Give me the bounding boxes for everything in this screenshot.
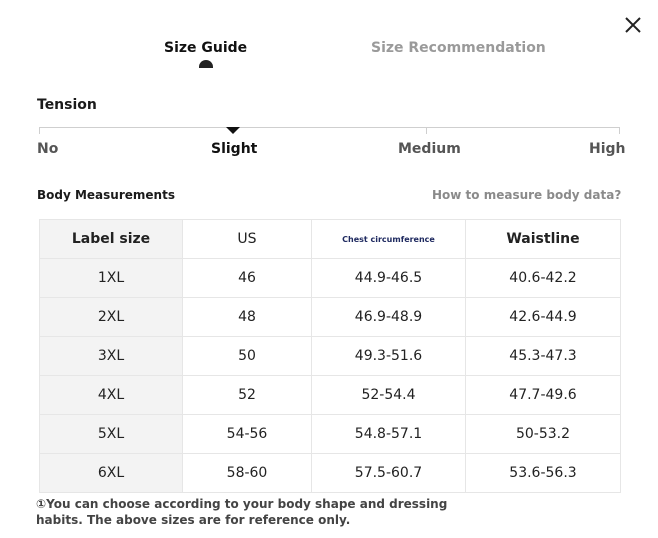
cell-chest: 57.5-60.7 [312,454,466,493]
how-to-measure-link[interactable]: How to measure body data? [432,188,622,202]
close-button[interactable] [622,14,644,36]
header-chest: Chest circumference [312,220,466,259]
cell-chest: 52-54.4 [312,376,466,415]
reference-note: ①You can choose according to your body shape and dressing habits. The above sizes are for reference only. [36,497,448,527]
tension-tick [619,127,620,134]
tension-level-no[interactable]: No [37,141,59,157]
cell-chest: 54.8-57.1 [312,415,466,454]
tab-size-recommendation[interactable]: Size Recommendation [371,40,546,56]
cell-waistline: 53.6-56.3 [466,454,621,493]
cell-label-size: 1XL [40,259,183,298]
cell-chest: 46.9-48.9 [312,298,466,337]
header-waistline: Waistline [466,220,621,259]
cell-us: 54-56 [183,415,312,454]
cell-label-size: 3XL [40,337,183,376]
tab-size-guide[interactable]: Size Guide [164,40,248,56]
cell-chest: 44.9-46.5 [312,259,466,298]
table-header-row [40,220,621,259]
table-row [40,454,621,493]
cell-waistline: 40.6-42.2 [466,259,621,298]
tension-level-medium[interactable]: Medium [398,141,461,157]
size-table [39,219,621,493]
header-label-size: Label size [40,220,183,259]
cell-waistline: 47.7-49.6 [466,376,621,415]
tension-tick [426,127,427,134]
table-row [40,376,621,415]
table-row [40,337,621,376]
body-measurements-title: Body Measurements [37,188,175,202]
cell-waistline: 50-53.2 [466,415,621,454]
tension-level-slight[interactable]: Slight [211,141,258,157]
tension-slider-marker[interactable] [226,127,240,134]
cell-us: 52 [183,376,312,415]
cell-us: 50 [183,337,312,376]
header-us: US [183,220,312,259]
tension-title: Tension [37,97,97,113]
active-tab-indicator [199,60,213,68]
cell-waistline: 45.3-47.3 [466,337,621,376]
cell-label-size: 6XL [40,454,183,493]
table-row [40,298,621,337]
tension-level-high[interactable]: High [589,141,626,157]
cell-label-size: 2XL [40,298,183,337]
cell-label-size: 4XL [40,376,183,415]
close-icon[interactable] [622,14,644,36]
tension-slider-track[interactable] [39,127,619,128]
cell-label-size: 5XL [40,415,183,454]
table-row [40,259,621,298]
cell-waistline: 42.6-44.9 [466,298,621,337]
cell-us: 58-60 [183,454,312,493]
cell-us: 46 [183,259,312,298]
cell-us: 48 [183,298,312,337]
cell-chest: 49.3-51.6 [312,337,466,376]
tension-tick [39,127,40,134]
table-row [40,415,621,454]
